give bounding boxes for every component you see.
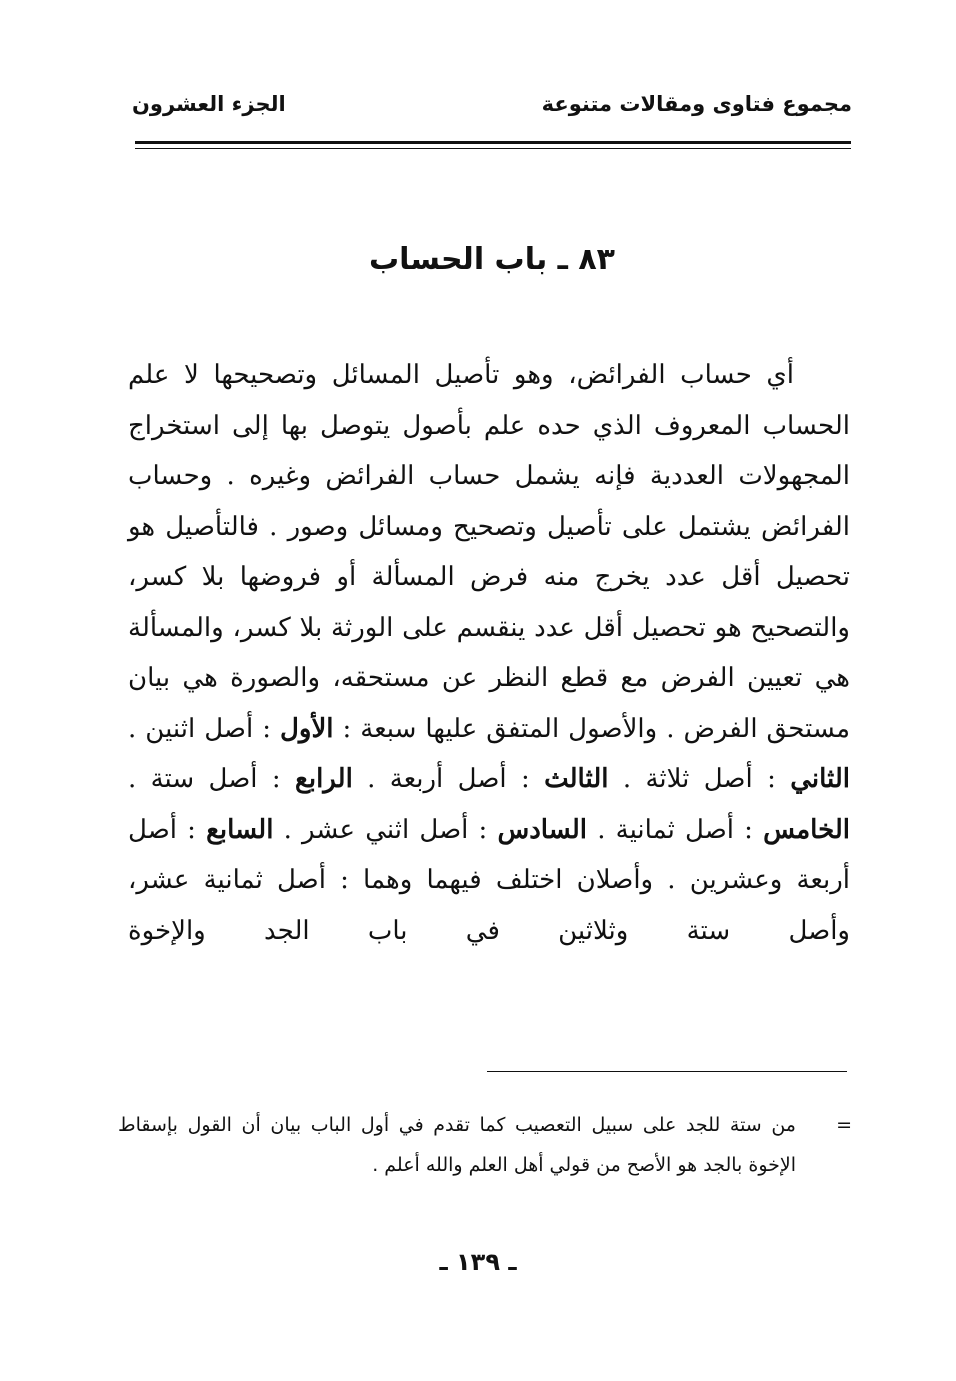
chapter-title: ٨٣ ـ باب الحساب: [369, 242, 615, 277]
header-rule-thick: [135, 141, 851, 144]
list-label-first: الأول: [280, 713, 334, 744]
body-paragraph-text: أي حساب الفرائض، وهو تأصيل المسائل وتصحيحها لا علم الحساب المعروف الذي حده علم بأصول يتوصل بها إلى استخراج المجهولات العددية فإنه يشمل حساب الفرائض وغيره . وحساب الفرائض يشتمل على تأصيل وتصحيح ومسائل وصور . فالتأصيل هو تحصيل أقل عدد يخرج منه فرض المسألة أو فروضها بلا كسر، والتصحيح هو تحصيل أقل عدد ينقسم على الورثة بلا كسر، والمسألة هي تعيين الفرض مع قطع النظر عن مستحقه، والصورة هي بيان مستحق الفرض . والأصول المتفق عليها سبعة :: [128, 360, 850, 744]
list-text-seventh: : أصل أربعة وعشرين . وأصلان اختلف فيهما وهما : أصل ثمانية عشر، وأصل ستة وثلاثين في باب الجد والإخوة: [128, 814, 850, 946]
list-label-seventh: السابع: [206, 814, 274, 845]
footnote-continuation-marker: =: [836, 1114, 852, 1136]
footnote-text: من ستة للجد على سبيل التعصيب كما تقدم في أول الباب بيان أن القول بإسقاط الإخوة بالجد هو الأصح من قولي أهل العلم والله أعلم .: [118, 1114, 796, 1176]
list-label-fourth: الرابع: [295, 764, 353, 794]
footnote-rule: [487, 1071, 847, 1072]
page-number: ـ ١٣٩ ـ: [439, 1248, 517, 1276]
list-text-fifth: : أصل ثمانية .: [597, 814, 764, 845]
footnote: [118, 1105, 852, 1185]
body-paragraph: [128, 350, 850, 956]
book-title: مجموع فتاوى ومقالات متنوعة: [541, 92, 852, 116]
body-text: [128, 350, 850, 956]
header-rule-thin: [135, 148, 851, 149]
list-text-third: : أصل أربعة .: [367, 764, 545, 794]
list-label-third: الثالث: [544, 764, 609, 794]
running-header: [132, 92, 852, 132]
volume-label: الجزء العشرون: [132, 92, 286, 116]
list-text-fourth: : أصل ستة .: [128, 764, 295, 794]
list-label-second: الثاني: [790, 764, 851, 794]
list-label-fifth: الخامس: [763, 814, 851, 845]
list-text-first: : أصل اثنين .: [128, 713, 281, 744]
list-label-sixth: السادس: [497, 814, 588, 845]
list-text-sixth: : أصل اثني عشر .: [283, 814, 498, 845]
list-text-second: : أصل ثلاثة .: [622, 764, 791, 794]
